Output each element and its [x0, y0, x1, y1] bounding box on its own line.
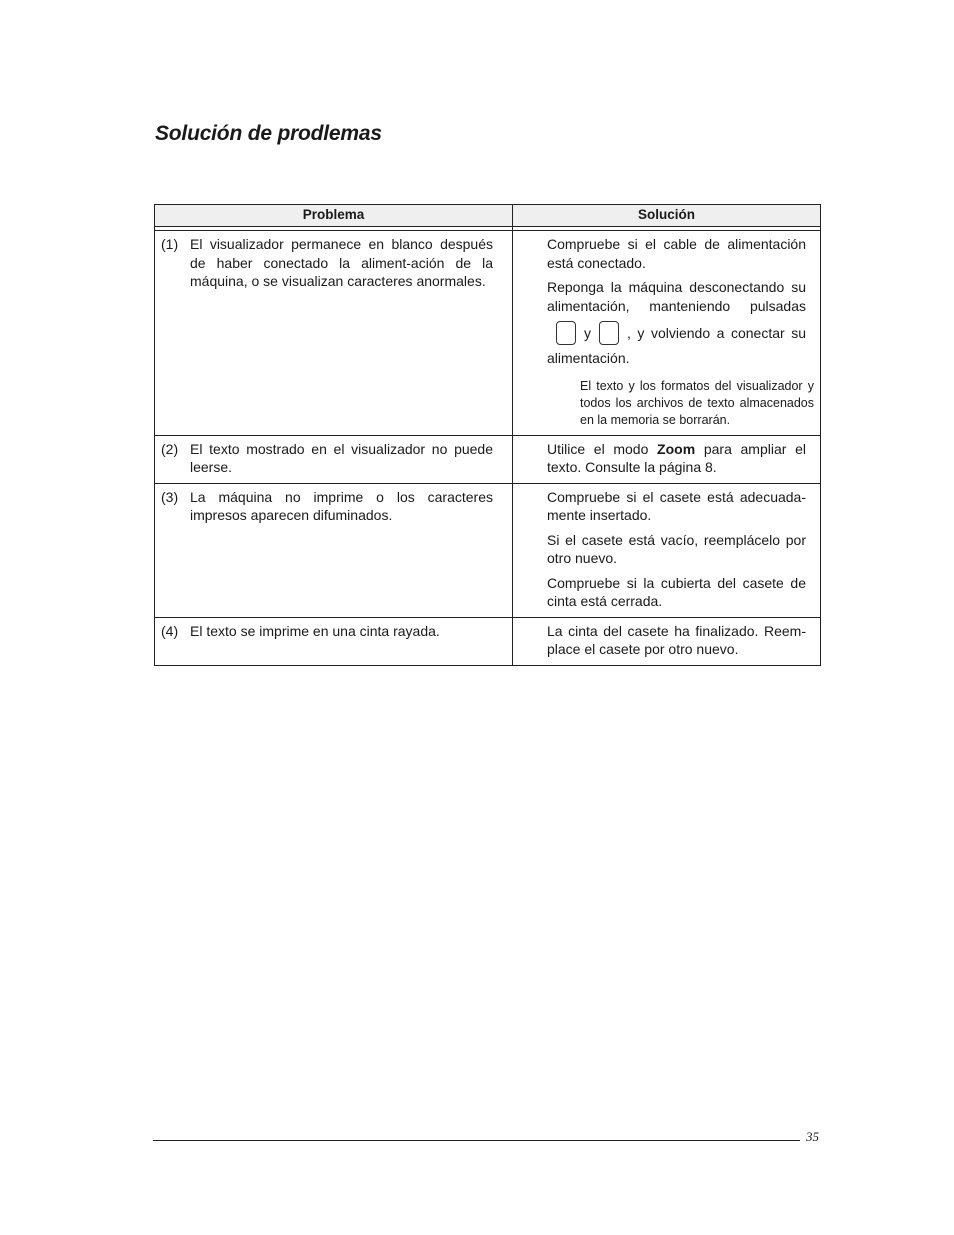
solution-text: Si el casete está vacío, reemplácelo por otro nuevo.	[547, 531, 806, 566]
solution-text-end: para ampliar el texto. Consulte la página 8.	[547, 440, 806, 475]
problem-cell	[155, 231, 513, 436]
solution-text	[547, 440, 806, 477]
troubleshooting-table	[154, 204, 821, 666]
table-row	[155, 483, 821, 617]
solution-text: Compruebe si la cubierta del casete de cinta está cerrada.	[547, 574, 806, 609]
table-row	[155, 617, 821, 665]
solution-cell	[513, 617, 821, 665]
header-solution: Solución	[513, 205, 821, 227]
footer-rule	[153, 1140, 800, 1141]
page-title: Solución de prodlemas	[155, 122, 382, 145]
solution-text: Reponga la máquina desconectando su alimentación, manteniendo pulsadas	[547, 279, 806, 314]
key-conjunction: y	[584, 324, 591, 341]
solution-text: Compruebe si el casete está adecuada-mente insertado.	[547, 488, 806, 523]
solution-text-start: Utilice el modo	[547, 440, 649, 457]
solution-cell	[513, 231, 821, 436]
solution-text: , y volviendo a conectar su	[627, 324, 806, 341]
table-row	[155, 435, 821, 483]
solution-cell	[513, 435, 821, 483]
solution-text: alimentación.	[547, 350, 630, 366]
solution-cell	[513, 483, 821, 617]
key-combination	[547, 321, 806, 345]
problem-text: El texto mostrado en el visualizador no puede leerse.	[190, 440, 493, 475]
problem-cell	[155, 483, 513, 617]
table-header-row	[155, 205, 821, 227]
problem-text: El visualizador permanece en blanco después de haber conectado la aliment-ación de la máquina, o se visualizan caracteres anormales.	[190, 236, 493, 289]
problem-number: (1)	[161, 236, 179, 252]
zoom-keyword: Zoom	[657, 440, 696, 457]
problem-number: (3)	[161, 488, 179, 505]
solution-text: La cinta del casete ha finalizado. Reem-place el casete por otro nuevo.	[547, 622, 806, 657]
header-problem: Problema	[155, 205, 513, 227]
problem-number: (2)	[161, 440, 179, 457]
problem-cell	[155, 435, 513, 483]
problem-cell	[155, 617, 513, 665]
problem-text: La máquina no imprime o los caracteres impresos aparecen difuminados.	[190, 488, 493, 523]
problem-number: (4)	[161, 622, 179, 639]
table-row	[155, 231, 821, 436]
note-text: El texto y los formatos del visualizador y todos los archivos de texto almacenados en la memoria se borrarán.	[580, 378, 814, 427]
problem-text: El texto se imprime en una cinta rayada.	[190, 622, 440, 639]
key-icon	[599, 321, 619, 345]
key-icon	[556, 321, 576, 345]
page-number: 35	[806, 1129, 819, 1144]
solution-text: Compruebe si el cable de alimentación está conectado.	[547, 236, 806, 271]
